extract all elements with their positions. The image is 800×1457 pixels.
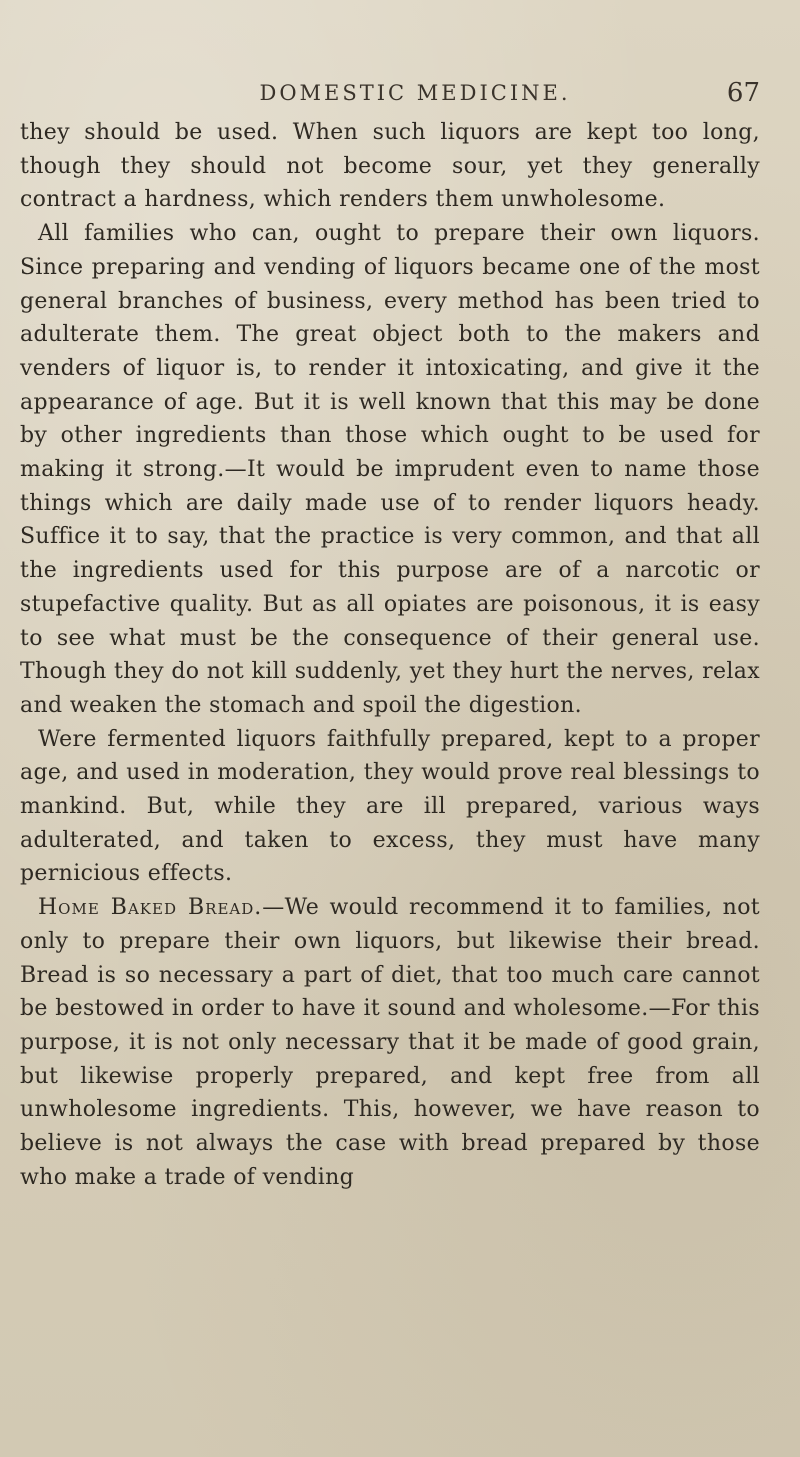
paragraph-home-baked-bread <box>20 891 760 1194</box>
paragraph-text: Were fermented liquors faithfully prepared, kept to a proper age, and used in moderation, they would prove real blessings to mankind. But, while they are ill prepared, various ways adulterated, and taken to excess, they must have many pernicious effects. <box>20 726 760 887</box>
body-text <box>20 116 760 1195</box>
page-number: 67 <box>726 78 760 108</box>
running-title: DOMESTIC MEDICINE. <box>259 81 571 105</box>
running-header <box>20 78 760 108</box>
paragraph-text: —We would recommend it to families, not only to prepare their own liquors, but likewise their bread. Bread is so necessary a part of diet, that too much care cannot be bestowed in order to have it sound and wholesome.—For this purpose, it is not only necessary that it be made of good grain, but likewise properly prepared, and kept free from all unwholesome ingredients. This, however, we have reason to believe is not always the case with bread prepared by those who make a trade of vending <box>20 895 760 1190</box>
section-heading: Home Baked Bread. <box>38 895 263 921</box>
paragraph-text: All families who can, ought to prepare their own liquors. Since preparing and vending of liquors became one of the most general branches of business, every method has been tried to adulterate them. The great object both to the makers and venders of liquor is, to render it intoxicating, and give it the appearance of age. But it is well known that this may be done by other ingredients than those which ought to be used for making it strong.—It would be imprudent even to name those things which are daily made use of to render liquors heady. Suffice it to say, that the practice is very common, and that all the ingredients used for this purpose are of a narcotic or stupefactive quality. But as all opiates are poisonous, it is easy to see what must be the consequence of their general use. Though they do not kill suddenly, yet they hurt the nerves, relax and weaken the stomach and spoil the digestion. <box>20 221 760 718</box>
paragraph-fermented-liquors <box>20 723 760 892</box>
paragraph-continuation <box>20 116 760 217</box>
paragraph-text: they should be used. When such liquors are kept too long, though they should not become sour, yet they generally contract a hardness, which renders them unwholesome. <box>20 120 760 213</box>
paragraph-liquors <box>20 217 760 723</box>
